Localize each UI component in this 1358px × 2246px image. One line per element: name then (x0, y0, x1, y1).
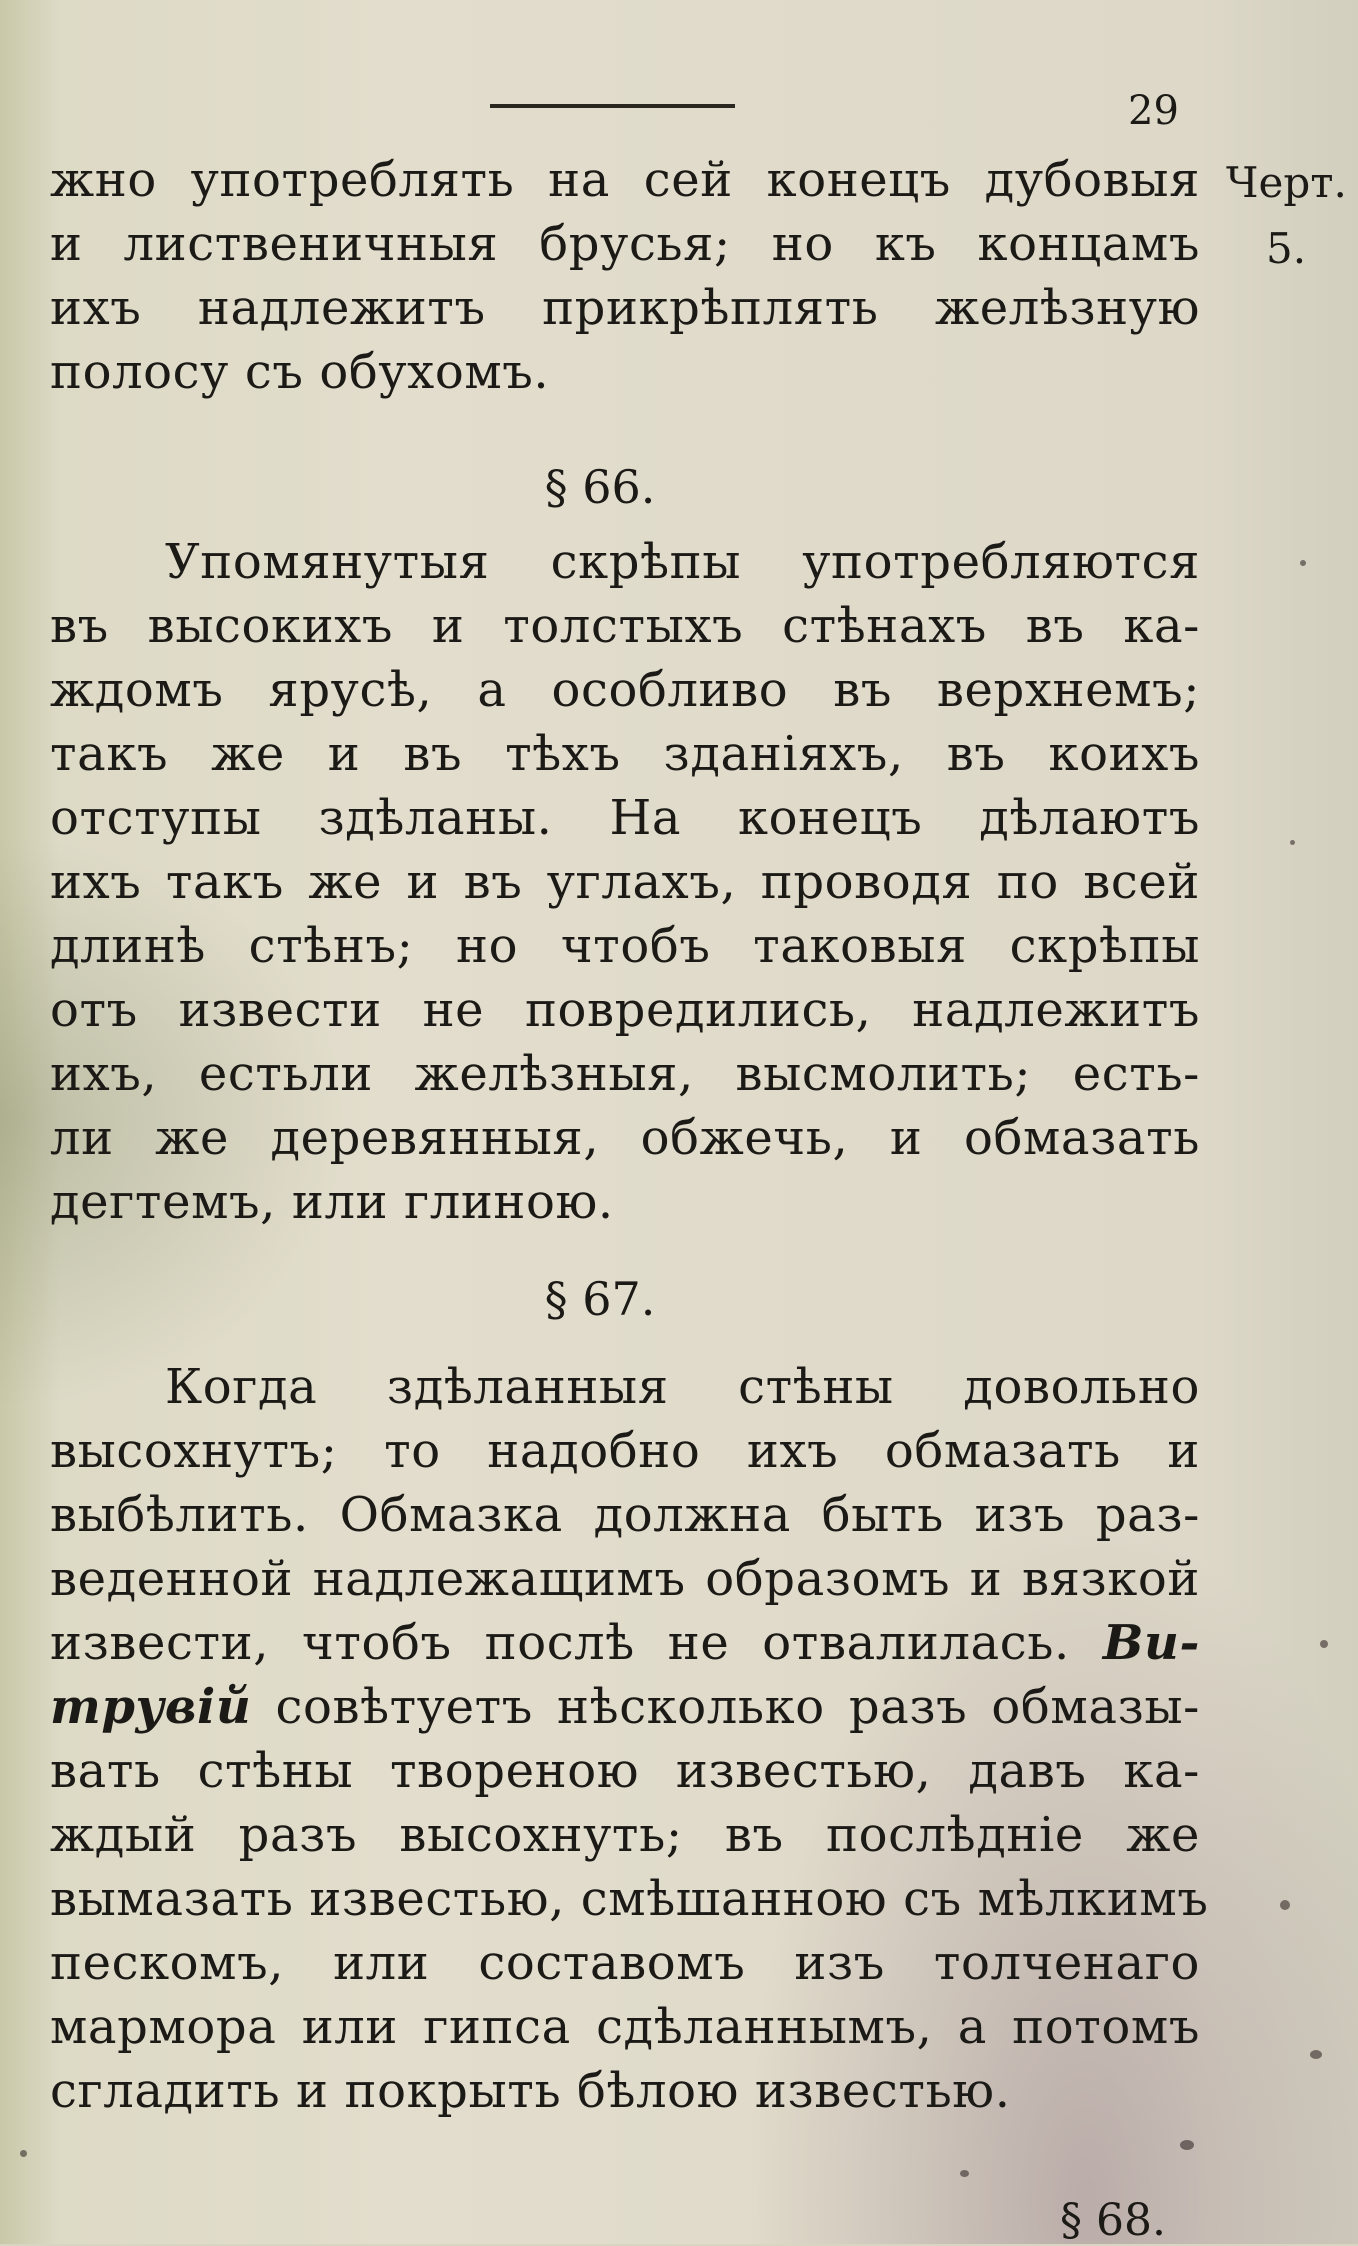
text-line: мармора или гипса сдѣланнымъ, а потомъ (50, 1999, 1200, 2055)
text-line: отъ извести не повредились, надлежитъ (50, 982, 1200, 1038)
text-line: ли же деревянныя, обжечь, и обмазать (50, 1110, 1200, 1166)
paper-speck (1290, 840, 1295, 845)
margin-note-line-1: Черт. (1226, 158, 1347, 207)
text-line: ихъ надлежитъ прикрѣплять желѣзную (50, 280, 1200, 336)
paper-speck (1310, 2050, 1322, 2059)
page-number: 29 (1128, 88, 1179, 134)
text-line: полосу съ обухомъ. (50, 344, 550, 400)
text-line: такъ же и въ тѣхъ зданіяхъ, въ коихъ (50, 726, 1200, 782)
text-line: дегтемъ, или глиною. (50, 1174, 614, 1230)
header-rule (490, 104, 735, 108)
paper-speck (1280, 1900, 1290, 1910)
paragraph-66 (50, 530, 1200, 1234)
text-line: отступы здѣланы. На конецъ дѣлаютъ (50, 790, 1200, 846)
text-line: выбѣлить. Обмазка должна быть изъ раз- (50, 1487, 1200, 1543)
text-line: длинѣ стѣнъ; но чтобъ таковыя скрѣпы (50, 918, 1200, 974)
paragraph-continuation (50, 148, 1200, 404)
text-fragment: извести, чтобъ послѣ не отвалилась. (50, 1615, 1070, 1671)
text-line: въ высокихъ и толстыхъ стѣнахъ въ ка- (50, 598, 1200, 654)
text-line: ихъ такъ же и въ углахъ, проводя по всей (50, 854, 1200, 910)
text-line: ждомъ ярусѣ, а особливо въ верхнемъ; (50, 662, 1200, 718)
text-line: Когда здѣланныя стѣны довольно (165, 1359, 1200, 1415)
text-line: вымазать известью, смѣшанною съ мѣлкимъ (50, 1871, 1209, 1927)
text-fragment: совѣтуетъ нѣсколько разъ обмазы- (275, 1679, 1200, 1735)
section-heading-67: § 67. (544, 1272, 656, 1326)
text-line: ихъ, естьли желѣзныя, высмолить; есть- (50, 1046, 1200, 1102)
text-line: сгладить и покрыть бѣлою известью. (50, 2063, 1011, 2119)
text-line: вать стѣны твореною известью, давъ ка- (50, 1743, 1200, 1799)
section-heading-66: § 66. (544, 460, 656, 514)
text-line (50, 1675, 1200, 1739)
paper-speck (20, 2150, 27, 2157)
paper-speck (1300, 560, 1306, 566)
text-line: пескомъ, или составомъ изъ толченаго (50, 1935, 1200, 1991)
paragraph-67 (50, 1355, 1209, 2123)
author-name-part-2: трувій (50, 1679, 252, 1735)
text-line: Упомянутыя скрѣпы употребляются (165, 534, 1200, 590)
paper-speck (1320, 1640, 1328, 1648)
text-line (50, 1611, 1200, 1675)
catchword: § 68. (1060, 2195, 1166, 2246)
text-line: высохнутъ; то надобно ихъ обмазать и (50, 1423, 1200, 1479)
paper-speck (1180, 2140, 1194, 2150)
author-name-part-1: Ви- (1102, 1615, 1201, 1671)
margin-note (1226, 150, 1358, 282)
text-line: ждый разъ высохнуть; въ послѣдніе же (50, 1807, 1200, 1863)
margin-note-line-2: 5. (1266, 224, 1307, 273)
text-line: веденной надлежащимъ образомъ и вязкой (50, 1551, 1200, 1607)
text-line: и лиственичныя брусья; но къ концамъ (50, 216, 1200, 272)
text-line: жно употреблять на сей конецъ дубовыя (50, 152, 1200, 208)
paper-speck (960, 2170, 969, 2177)
